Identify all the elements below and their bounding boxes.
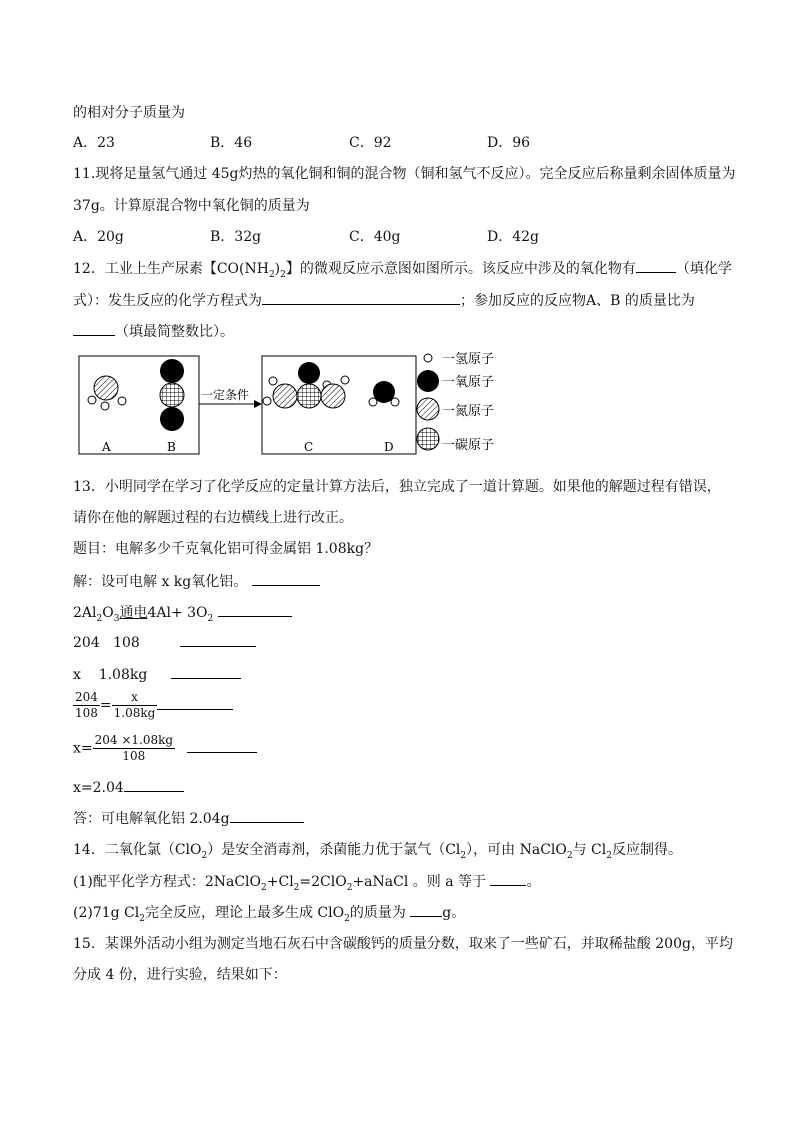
q10-option-a: A．23 (73, 135, 115, 151)
q12-equation-blank[interactable] (262, 291, 460, 305)
nitrogen-atom (273, 384, 297, 408)
hydrogen-atom (341, 376, 349, 384)
legend-nitrogen: 一氮原子 (442, 404, 495, 419)
oxygen-atom (298, 362, 320, 384)
legend-hydrogen: 一氢原子 (442, 352, 495, 367)
q12-line1: 12．工业上生产尿素【$CO(NH_2)_2$】的微观反应示意图如图所示。该反应中涉及的氧化物有 （填化学 (73, 261, 732, 280)
hydrogen-atom (369, 398, 377, 406)
q11-option-b: B．32g (210, 229, 262, 245)
molecule-c-urea (263, 362, 349, 408)
q13-line1: 13．小明同学在学习了化学反应的定量计算方法后，独立完成了一道计算题。如果他的解题过程有错误， (73, 479, 721, 495)
q11-line1: 11.现将足量氢气通过 45g灼热的氧化铜和铜的混合物（铜和氢气不反应）。完全反应后称量剩余固体质量为 (73, 166, 736, 182)
q15-line2: 分成 4 份，进行实验，结果如下： (73, 967, 287, 983)
nitrogen-atom (321, 384, 345, 408)
q13-correction-blank[interactable] (252, 572, 320, 586)
nitrogen-atom (94, 376, 118, 400)
label-d: D (384, 440, 394, 454)
q11-option-c: C．40g (349, 229, 401, 245)
hydrogen-atom (391, 398, 399, 406)
q13-correction-blank[interactable] (218, 603, 292, 617)
label-a: A (102, 440, 111, 454)
q13-correction-blank[interactable] (157, 696, 233, 710)
q13-correction-blank[interactable] (124, 778, 184, 792)
q10-option-d: D．96 (487, 135, 531, 151)
q13-solve: 解：设可电解 x kg氧化铝。 (73, 572, 320, 591)
q14-part2: (2)71g $Cl_2$完全反应，理论上最多生成 ClO$_2$的质量为 g。 (73, 905, 466, 924)
legend-hydrogen-icon (424, 354, 432, 362)
q13-line2: 请你在他的解题过程的右边横线上进行改正。 (73, 510, 353, 526)
molecule-a-ammonia (88, 376, 126, 410)
atom-legend (417, 352, 494, 453)
hydrogen-atom (263, 397, 271, 405)
q13-problem: 题目：电解多少千克氧化铝可得金属铝 1.08kg？ (73, 541, 379, 557)
arrow-head (254, 400, 262, 408)
q13-solve-x: x= $\frac{204 \times 1.08kg}{108}$ (73, 733, 257, 764)
hydrogen-atom (118, 397, 126, 405)
q13-x-line: x 1.08kg (73, 665, 241, 684)
q12-line3: （填最简整数比）。 (73, 322, 234, 341)
q13-correction-blank[interactable] (171, 665, 241, 679)
q14-part1: (1)配平化学方程式：$2NaClO_2+Cl_2=2ClO_2+aNaCl$ 。则 a 等于 。 (73, 874, 541, 893)
q11-line2: 37g。计算原混合物中氧化铜的质量为 (73, 198, 310, 214)
q15-line1: 15．某课外活动小组为测定当地石灰石中含碳酸钙的质量分数，取来了一些矿石，并取稀盐酸 200g，平均 (73, 936, 733, 952)
q13-answer: 答：可电解氧化铝 2.04g (73, 809, 304, 828)
legend-oxygen-icon (417, 370, 439, 392)
arrow-condition: 一定条件 (201, 388, 250, 402)
q14-a-blank[interactable] (490, 872, 526, 886)
molecule-b-carbon-dioxide (160, 359, 184, 431)
carbon-atom (297, 384, 321, 408)
q12-ratio-blank[interactable] (73, 322, 115, 336)
q12-line2: 式）：发生反应的化学方程式为 ；参加反应的反应物A、B 的质量比为 (73, 293, 695, 309)
label-c: C (304, 440, 314, 454)
q13-x-value: x=2.04 (73, 778, 184, 797)
hydrogen-atom (101, 402, 109, 410)
q13-correction-blank[interactable] (187, 739, 257, 753)
q13-proportion: $\frac{204}{108}$ = $\frac{x}{1.08kg}$ (73, 690, 233, 721)
label-b: B (167, 440, 176, 454)
q10-option-c: C．92 (349, 135, 392, 151)
q13-correction-blank[interactable] (180, 633, 256, 647)
hydrogen-atom (88, 396, 96, 404)
q13-ratio: 204 108 (73, 633, 256, 652)
oxygen-atom (160, 407, 184, 431)
carbon-atom (160, 383, 184, 407)
q14-line1: 14．二氧化氯（ClO$_2$）是安全消毒剂，杀菌能力优于氯气$(Cl_2)$，可由 NaClO$_2$与 $Cl_2$反应制得。 (73, 842, 682, 861)
legend-carbon-icon (417, 428, 439, 450)
q10-option-b: B．46 (210, 135, 253, 151)
q12-oxide-blank[interactable] (636, 259, 676, 273)
hydrogen-atom (269, 377, 277, 385)
q13-correction-blank[interactable] (230, 809, 304, 823)
molecule-d-water (369, 381, 399, 406)
legend-carbon: 一碳原子 (442, 438, 495, 453)
q11-option-a: A．20g (73, 229, 124, 245)
q10-tail: 的相对分子质量为 (73, 105, 185, 121)
oxygen-atom (160, 359, 184, 383)
q11-option-d: D．42g (487, 229, 540, 245)
reaction-diagram (78, 352, 518, 458)
legend-nitrogen-icon (417, 398, 439, 420)
q14-mass-blank[interactable] (410, 903, 442, 917)
q13-equation: $2Al_2O_3$通电$4Al+ 3O_2$ (73, 603, 292, 622)
legend-oxygen: 一氧原子 (442, 375, 495, 390)
